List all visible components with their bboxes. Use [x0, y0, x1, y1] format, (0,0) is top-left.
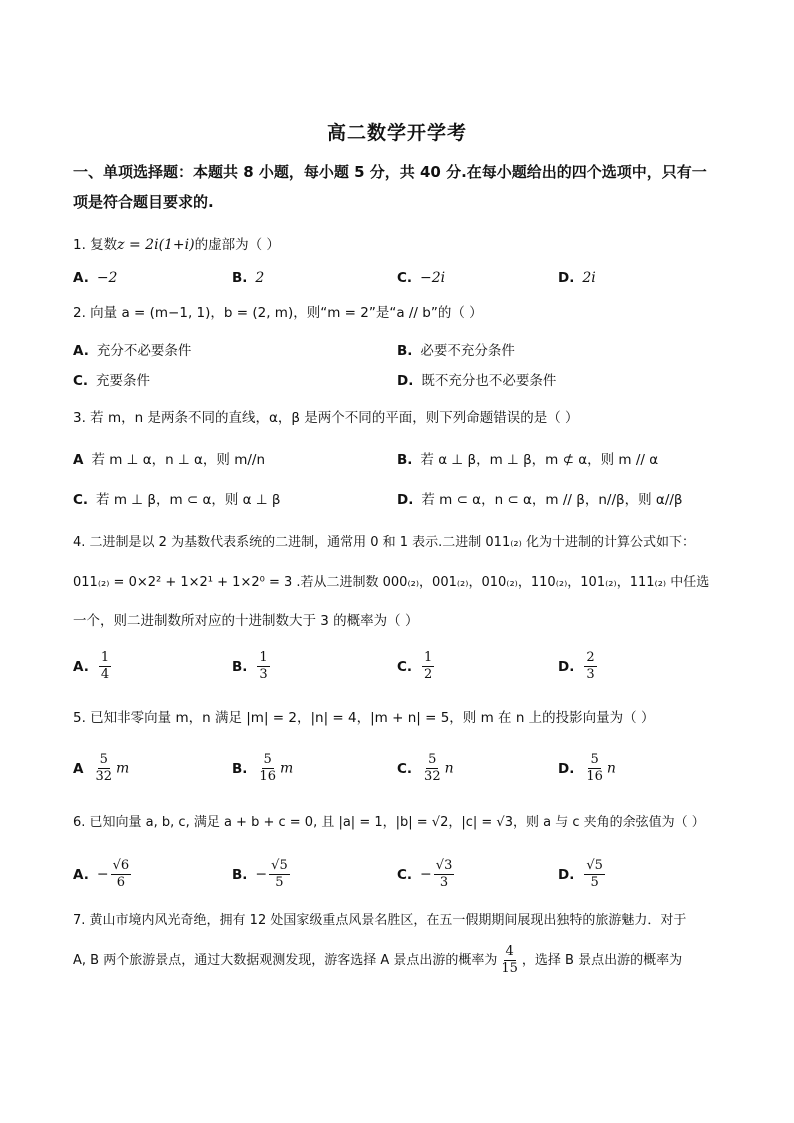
q7-line2-pre: A, B 两个旅游景点，通过大数据观测发现，游客选择 A 景点出游的概率为	[73, 953, 498, 968]
q3-option-a[interactable]: A 若 m ⊥ α，n ⊥ α，则 m//n	[73, 452, 266, 468]
q3-option-d[interactable]: D. 若 m ⊂ α，n ⊂ α，m // β，n//β，则 α//β	[397, 492, 683, 508]
q5-stem: 5. 已知非零向量 m，n 满足 |m| = 2，|n| = 4，|m + n| = 5，则 m 在 n 上的投影向量为（ ）	[73, 710, 655, 726]
q7-stem-line1: 7. 黄山市境内风光奇绝，拥有 12 处国家级重点风景名胜区，在五一假期期间展现出独特的旅游魅力．对于	[73, 913, 687, 928]
section-heading-line2: 项是符合题目要求的.	[73, 193, 214, 211]
q2-option-b[interactable]: B. 必要不充分条件	[397, 343, 515, 359]
q4-stem-line3: 一个，则二进制数所对应的十进制数大于 3 的概率为（ ）	[73, 613, 419, 629]
q2-option-d[interactable]: D. 既不充分也不必要条件	[397, 373, 557, 389]
q4-stem-line1: 4. 二进制是以 2 为基数代表系统的二进制，通常用 0 和 1 表示.二进制 011₍₂₎ 化为十进制的计算公式如下：	[73, 535, 695, 550]
q2-option-c[interactable]: C. 充要条件	[73, 373, 151, 389]
fraction: $\frac{4}{15}$	[501, 944, 518, 976]
page-title: 高二数学开学考	[326, 122, 467, 144]
q1-stem-post: 的虚部为（ ）	[194, 237, 280, 253]
q5-option-d[interactable]: D. $\frac{5}{16}$ n	[558, 752, 616, 784]
q4-option-d[interactable]: D. $\frac{2}{3}$	[558, 650, 595, 682]
q6-option-d[interactable]: D. $\frac{√5}{5}$	[558, 858, 603, 890]
fraction: $\frac{1}{4}$	[100, 650, 110, 682]
q1-option-a[interactable]: A. −2	[73, 270, 118, 286]
fraction: $\frac{1}{3}$	[259, 650, 268, 682]
q2-option-a[interactable]: A. 充分不必要条件	[73, 343, 192, 359]
q1-option-c[interactable]: C. −2i	[397, 270, 446, 286]
q4-option-c[interactable]: C. $\frac{1}{2}$	[397, 650, 433, 682]
q3-stem: 3. 若 m，n 是两条不同的直线，α，β 是两个不同的平面，则下列命题错误的是（ ）	[73, 410, 579, 426]
q6-option-b[interactable]: B. − $\frac{√5}{5}$	[232, 858, 288, 890]
q6-option-c[interactable]: C. − $\frac{√3}{3}$	[397, 858, 453, 890]
q5-option-a[interactable]: A $\frac{5}{32}$ m	[73, 752, 130, 784]
fraction: $\frac{5}{32}$	[95, 752, 112, 784]
q4-stem-line2: 011₍₂₎ = 0×2² + 1×2¹ + 1×2⁰ = 3 .若从二进制数 000₍₂₎，001₍₂₎，010₍₂₎，110₍₂₎，101₍₂₎，111₍₂₎ 中任选	[73, 575, 710, 590]
q4-option-b[interactable]: B. $\frac{1}{3}$	[232, 650, 268, 682]
q3-option-c[interactable]: C. 若 m ⊥ β，m ⊂ α，则 α ⊥ β	[73, 492, 281, 508]
fraction: $\frac{√3}{3}$	[435, 858, 453, 890]
q1-formula: z = 2i(1+i)	[117, 237, 195, 253]
fraction: $\frac{2}{3}$	[586, 650, 595, 682]
fraction: $\frac{√5}{5}$	[586, 858, 603, 890]
fraction: $\frac{5}{16}$	[586, 752, 603, 784]
fraction: $\frac{1}{2}$	[424, 650, 433, 682]
q1-stem	[73, 234, 733, 256]
q3-option-b[interactable]: B. 若 α ⊥ β，m ⊥ β，m ⊄ α，则 m // α	[397, 452, 659, 468]
q7-stem-line2	[73, 944, 733, 977]
q5-option-b[interactable]: B. $\frac{5}{16}$ m	[232, 752, 294, 784]
q1-option-b[interactable]: B. 2	[232, 270, 265, 286]
q7-line2-post: ，选择 B 景点出游的概率为	[521, 953, 683, 968]
q1-stem-pre: 1. 复数	[73, 237, 118, 253]
fraction: $\frac{5}{16}$	[259, 752, 276, 784]
q1-option-d[interactable]: D. 2i	[558, 270, 596, 286]
fraction: $\frac{√5}{5}$	[271, 858, 288, 890]
section-heading-line1: 一、单项选择题：本题共 8 小题，每小题 5 分，共 40 分.在每小题给出的四个选项中，只有一	[73, 163, 707, 181]
fraction: $\frac{5}{32}$	[424, 752, 441, 784]
q6-option-a[interactable]: A. − $\frac{√6}{6}$	[73, 858, 130, 890]
q2-stem: 2. 向量 a = (m−1, 1)，b = (2, m)，则“m = 2”是“a // b”的（ ）	[73, 305, 483, 321]
fraction: $\frac{√6}{6}$	[112, 858, 130, 890]
q4-option-a[interactable]: A. $\frac{1}{4}$	[73, 650, 110, 682]
q5-option-c[interactable]: C. $\frac{5}{32}$ n	[397, 752, 454, 784]
q6-stem: 6. 已知向量 a, b, c, 满足 a + b + c = 0, 且 |a| = 1，|b| = √2，|c| = √3，则 a 与 c 夹角的余弦值为（ ）	[73, 815, 705, 830]
